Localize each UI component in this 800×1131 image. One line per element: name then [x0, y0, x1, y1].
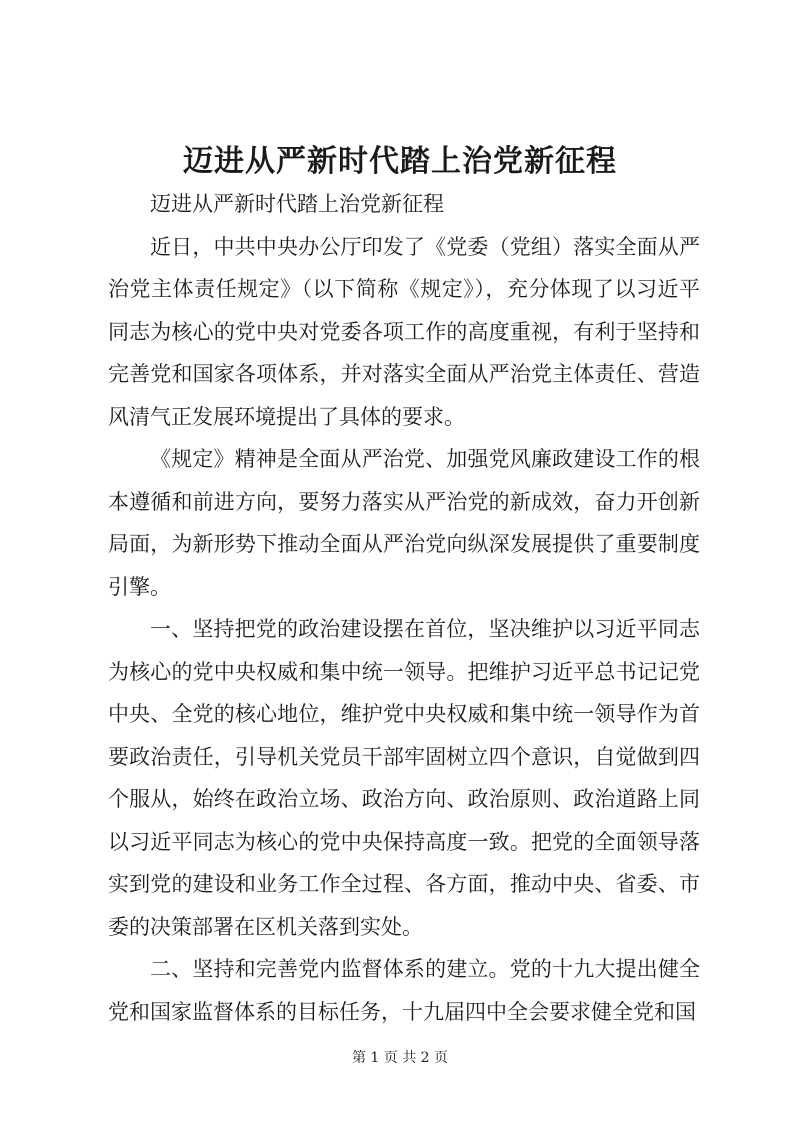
document-body: [108, 183, 700, 1033]
paragraph: 一、坚持把党的政治建设摆在首位，坚决维护以习近平同志为核心的党中央权威和集中统一领导。把维护习近平总书记记党中央、全党的核心地位，维护党中央权威和集中统一领导作为首要政治责任，引导机关党员干部牢固树立四个意识，自觉做到四个服从，始终在政治立场、政治方向、政治原则、政治道路上同以习近平同志为核心的党中央保持高度一致。把党的全面领导落实到党的建设和业务工作全过程、各方面，推动中央、省委、市委的决策部署在区机关落到实处。: [108, 617, 700, 939]
paragraph-subtitle: 迈进从严新时代踏上治党新征程: [150, 192, 444, 216]
page-number-footer: 第 1 页 共 2 页: [351, 1050, 449, 1066]
page-title: 迈进从严新时代踏上治党新征程: [183, 144, 617, 179]
paragraph: 二、坚持和完善党内监督体系的建立。党的十九大提出健全党和国家监督体系的目标任务，十九届四中全会要求健全党和国: [108, 957, 700, 1024]
paragraph: 近日，中共中央办公厅印发了《党委（党组）落实全面从严治党主体责任规定》（以下简称《规定》），充分体现了以习近平同志为核心的党中央对党委各项工作的高度重视，有利于坚持和完善党和国家各项体系，并对落实全面从严治党主体责任、营造风清气正发展环境提出了具体的要求。: [108, 234, 700, 429]
paragraph: 《规定》精神是全面从严治党、加强党风廉政建设工作的根本遵循和前进方向，要努力落实从严治党的新成效，奋力开创新局面，为新形势下推动全面从严治党向纵深发展提供了重要制度引擎。: [108, 447, 700, 599]
